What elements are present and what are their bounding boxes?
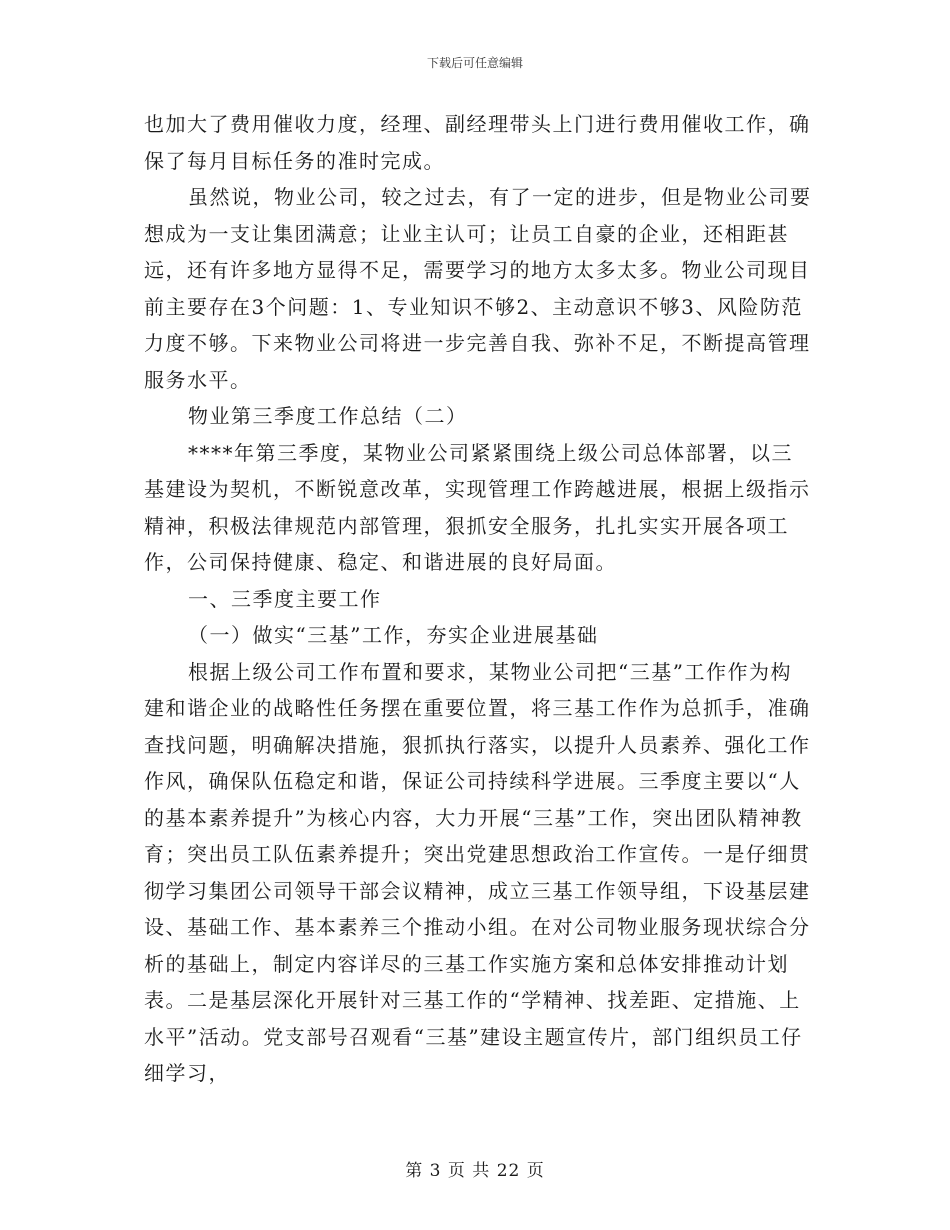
page-header: 下载后可任意编辑 (426, 56, 523, 70)
document-body (144, 106, 812, 1092)
page-footer: 第 3 页 共 22 页 (405, 1161, 545, 1181)
paragraph-1: 也加大了费用催收力度，经理、副经理带头上门进行费用催收工作，确保了每月目标任务的准时完成。 (144, 112, 811, 173)
paragraph-2: 虽然说，物业公司，较之过去，有了一定的进步，但是物业公司要想成为一支让集团满意；让业主认可；让员工自豪的企业，还相距甚远，还有许多地方显得不足，需要学习的地方太多太多。物业公司现目前主要存在3个问题：1、专业知识不够2、主动意识不够3、风险防范力度不够。下来物业公司将进一步完善自我、弥补不足，不断提高管理服务水平。 (144, 185, 812, 392)
paragraph-3: ****年第三季度，某物业公司紧紧围绕上级公司总体部署，以三基建设为契机，不断锐意改革，实现管理工作跨越进展，根据上级指示精神，积极法律规范内部管理，狠抓安全服务，扎扎实实开展各项工作，公司保持健康、稳定、和谐进展的良好局面。 (144, 440, 811, 574)
paragraph-4: 根据上级公司工作布置和要求，某物业公司把“三基”工作作为构建和谐企业的战略性任务摆在重要位置，将三基工作作为总抓手，准确查找问题，明确解决措施，狠抓执行落实，以提升人员素养、强化工作作风，确保队伍稳定和谐，保证公司持续科学进展。三季度主要以“人的基本素养提升”为核心内容，大力开展“三基”工作，突出团队精神教育；突出员工队伍素养提升；突出党建思想政治工作宣传。一是仔细贯彻学习集团公司领导干部会议精神，成立三基工作领导组，下设基层建设、基础工作、基本素养三个推动小组。在对公司物业服务现状综合分析的基础上，制定内容详尽的三基工作实施方案和总体安排推动计划表。二是基层深化开展针对三基工作的“学精神、找差距、定措施、上水平”活动。党支部号召观看“三基”建设主题宣传片，部门组织员工仔细学习， (144, 659, 811, 1085)
section-title: 物业第三季度工作总结（二） (188, 404, 468, 428)
heading-main-work: 一、三季度主要工作 (188, 586, 382, 611)
heading-sub-1: （一）做实“三基”工作，夯实企业进展基础 (188, 623, 599, 647)
